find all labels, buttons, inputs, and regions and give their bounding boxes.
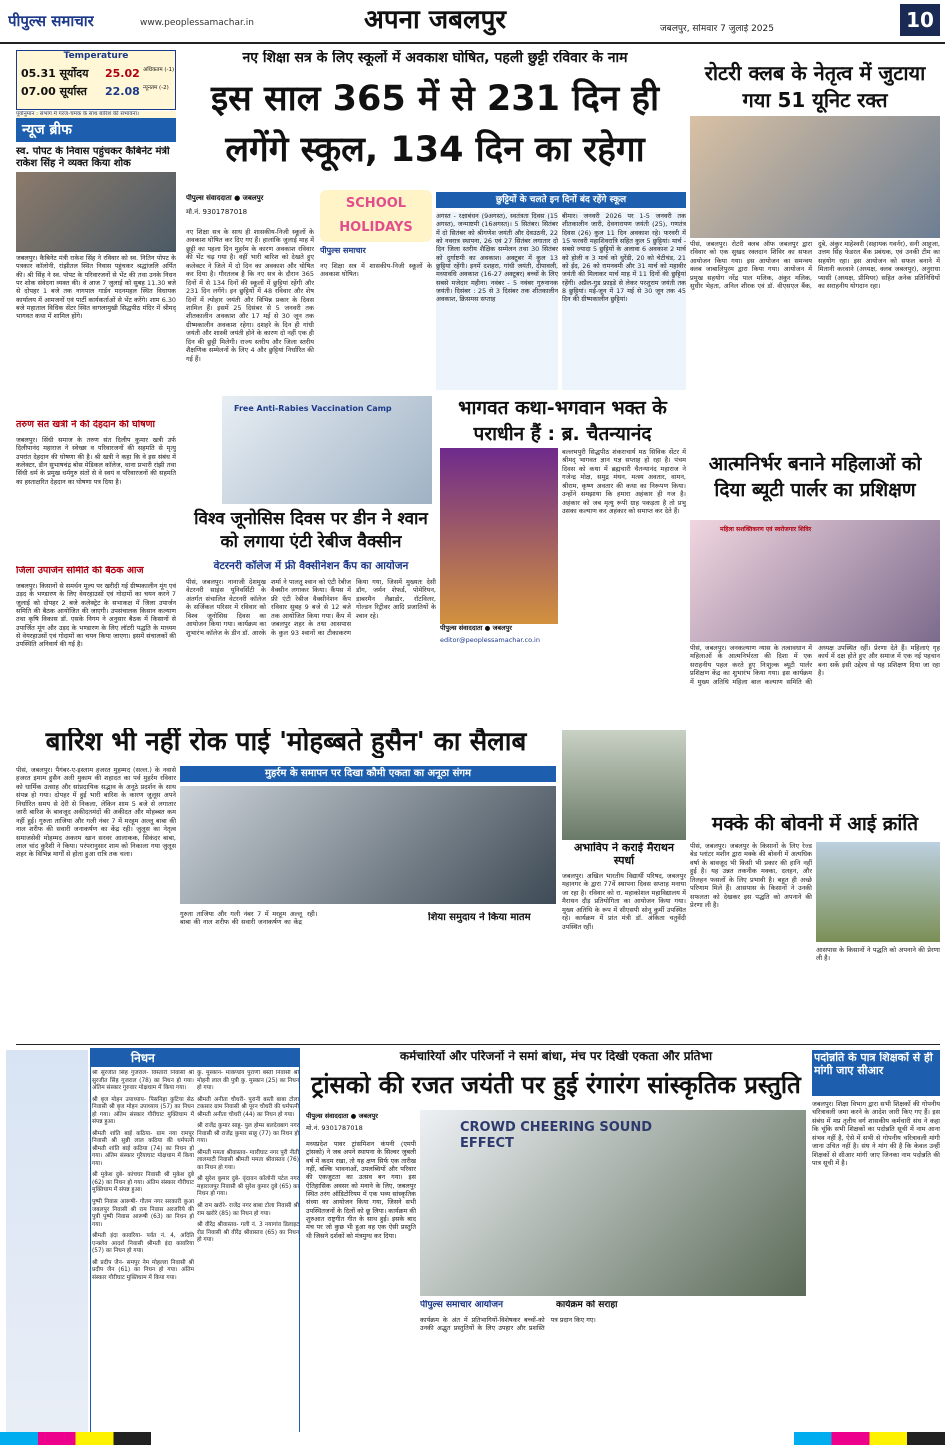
brief-1 [16, 146, 176, 169]
forecast: पूर्वानुमान : संभाग में गरज-चमक के साथ बारिश की संभावना। [16, 111, 176, 119]
nidhan-entry: श्री प्रदीप जैन- समपुर नेम मोहल्ला निवासी श्री प्रदीप जैन (61) का निधन हो गया। अंतिम संस्कार गौरीघाट मुक्तिधाम में किया गया। [92, 1259, 194, 1281]
brief-3-body: जबलपुर। किसानों से समर्थन मूल्य पर खरीदी गई ग्रीष्मकालीन मूंग एवं उड़द के भण्डारण के लिए वेयरहाउसों एवं गोदामों का चयन करने 7 जुलाई को दोपहर 2 बजे कलेक्ट्रेट के सभाकक्ष में जिला उपार्जन समिति की बैठक आयोजित की जाएगी। उपसंचालक किसान कल्याण तथा कृषि विकास डॉ. एसके निगम ने अनुसार बैठक में किसानों से उपार्जित मूंग और उड़द के भण्डारण के लिए लॉटरी पद्धति के माध्यम से वेयरहाउसों एवं गोदामों का चयन किया जाएगा। इसमें संचालकों की उपस्थिति अनिवार्य की गई है। [16, 582, 176, 649]
transco-body-continued: कार्यक्रम के अंत में प्रतिभागियों-विशेषकर बच्चों-को उनकी अद्भुत प्रस्तुतियों के लिए उपहार और प्रशस्ति पत्र प्रदान किए गए। [420, 1316, 596, 1333]
mahila-headline: आत्मनिर्भर बनाने महिलाओं को दिया ब्यूटी पार्लर का प्रशिक्षण [708, 453, 922, 501]
mohabbat-subhead: मुहर्रम के समापन पर दिखा कौमी एकता का अनूठा संगम [180, 766, 556, 782]
holiday-box-col1: अगस्त - रक्षाबंधन (9अगस्त), स्वतंत्रता दिवस (15 अगस्त), जन्माष्टमी (16अगस्त)। 5 सितंबर। सितंबर में दो सितंबर को श्रीगणेश जयंती और देवउठनी, 22 को नवरात्र स्थापना, 26 एवं 27 सितंबर लगातार दो दिन जिला स्तरीय शैक्षिक सम्मेलन तथा 30 सितंबर को दुर्गाष्टमी का अवकाश। अक्टूबर में कुल 13 छुट्टियां रहेंगी। इनमें दशहरा, गांधी जयंती, दीपावली, मध्यावधि अवकाश (16-27 अक्टूबर) बच्चों के लिए सबसे मजेदार महीना। नवंबर - 5 नवंबर गुरुनानक जयंती। दिसंबर : 25 से 3 दिसंबर तक शीतकालीन अवकाश, क्रिसमस सप्ताह [436, 212, 558, 390]
vet-photo-caption: Free Anti-Rabies Vaccination Camp [234, 404, 392, 413]
vet-body: पीसं, जबलपुर। नानाजी देशमुख वेटरनरी साइंस यूनिवर्सिटी के अंतर्गत संचालित वेटरनरी कॉलेज के सर्जिकल परिसर में रविवार को विश्व जूनोसिस दिवस का आयोजन किया गया। कार्यक्रम का शुभारंभ कॉलेज के डीन डॉ. आरके शर्मा ने पालतू श्वान को एंटी रेबीज वैक्सीन लगाकर किया। कैंपस में फ्री एंटी रेबीज वैक्सीनेशन कैंप रविवार सुबह 9 बजे से 12 बजे तक आयोजित किया गया। कैंप में जबलपुर शहर के तथा आसपास के कुल 93 श्वानों का टीकाकरण किया गया, जिसमें मुख्यतः देसी डॉग, जर्मन शेफर्ड, पोमेरियन, डाबरमैन लैब्राडोर, रॉटविलर, गोल्डन रिट्रीवर आदि प्रजातियों के श्वान रहे। [186, 578, 436, 637]
marathon-photo [562, 730, 686, 840]
marathon-body: जबलपुर। अखिल भारतीय विद्यार्थी परिषद, जबलपुर महानगर के द्वारा 77वें स्थापना दिवस सप्ताह मनाया जा रहा है। रविवार को रा. महाकोशल महाविद्यालय में मैराथन दौड़ प्रतियोगिता का आयोजन किया गया। मुख्य अतिथि के रूप में सीएसपी सोनू कुर्मी उपस्थित रहे। कार्यक्रम में प्रांत मंत्री डॉ. अंकिता चतुर्वेदी उपस्थित रहीं। [562, 872, 686, 931]
brief-3-headline: जिला उपार्जन समिति की बैठक आज [16, 566, 144, 576]
lead-kicker: नए शिक्षा सत्र के लिए स्कूलों में अवकाश घोषित, पहली छुट्टी रविवार के नाम [242, 50, 628, 66]
nidhan-entry: श्रीमती ममता श्रीवास्तव- ग्वारीघाट नगर पुरी नीती लालमाटी निवासी श्रीमती ममता श्रीवास्तव (76) का निधन हो गया। [197, 1149, 299, 1171]
padonnati-headline: पदोन्नति के पात्र शिक्षकों से ही मांगी जाए सीआर [814, 1052, 933, 1077]
nidhan-entry: श्रीमती इंदा कावरिया- पर्वत नं. 4, अदिति एन्क्लेव आदर्श निवासी श्रीमती इंदा कावरिया (57) का निधन हो गया। [92, 1233, 194, 1255]
mahila-body: पीसं, जबलपुर। जनकल्याण न्यास के तत्वावधान में महिलाओं के आत्मनिर्भरता की दिशा में एक सराहनीय पहल करते हुए निःशुल्क ब्यूटी पार्लर प्रशिक्षण केंद्र का शुभारंभ किया गया। इस कार्यक्रम में मुख्य अतिथि महिला बाल कल्याण समिति की अध्यक्ष उपस्थित रहीं। प्रेरणा देते हैं। महिलाएं गृह कार्य में दक्ष होते हुए और समाज में एक नई पहचान बना सकें इसी उद्देश्य से यह प्रशिक्षण दिया जा रहा है। [690, 644, 940, 686]
color-registration-bar [0, 1432, 945, 1445]
transco-mobile: मो.नं. 9301787018 [306, 1124, 363, 1132]
transco-headline: ट्रांसको की रजत जयंती पर हुई रंगारंग सांस्कृतिक प्रस्तुति [311, 1072, 801, 1099]
sunrise: 05.31 सूर्योदय [21, 67, 89, 80]
makka-headline: मक्के की बोवनी में आई क्रांति [711, 814, 919, 835]
brief-2-body: जबलपुर। सिंधी समाज के तरुण संत दिलीप कुमार खत्री उर्फ दिलीपानंद महाराज ने स्वेच्छा व परिवारजनों की सहमति से मृत्यु उपरांत देहदान की घोषणा की है। श्री खत्री ने कहा कि वे इस संबंध में कलेक्टर, डीन सुभाषचंद्र बोस मेडिकल कॉलेज, थाना प्रभारी रांझी तथा सिंधी धर्म के प्रमुख धर्मगुरु संतों से वे स्वयं व परिवारजनों की सहमति का हस्ताक्षरित देहदान का घोषणा पत्र दिया है। [16, 436, 176, 486]
padonnati-body: जबलपुर। शिक्षा विभाग द्वारा सभी शिक्षकों की गोपनीय चरित्रावली जमा करने के आदेश जारी किए गए हैं। इस संबंध में मप्र तृतीय वर्ग शासकीय कर्मचारी संघ ने कहा कि चूंकि सभी शिक्षकों का पदोन्नति सूची में नाम आना संभव नहीं है, ऐसे में सभी से गोपनीय चरित्रावली मांगी जाना उचित नहीं है। संघ ने मांग की है कि केवल उन्हीं शिक्षकों से सीआर मांगी जाए जिनका नाम पदोन्नति की पात्र सूची में है। [812, 1100, 940, 1168]
shiya-headline: शिया समुदाय ने किया मातम [428, 912, 531, 923]
section-divider [16, 1044, 940, 1045]
rotary-headline: रोटरी क्लब के नेतृत्व में जुटाया गया 51 यूनिट रक्त [704, 61, 926, 112]
newspaper-logo: पीपुल्स समाचार [8, 12, 94, 30]
lead-headline: इस साल 365 में से 231 दिन ही लगेंगे स्कूल, 134 दिन का रहेगा [210, 79, 660, 170]
nidhan-entry: श्री सुरजीत सिंह गुजराल- विस्तारी निवासी श्री सुरजीत सिंह गुजराल (78) का निधन हो गया। अंतिम संस्कार गुरुवार मोक्षधाम में किया गया। [92, 1070, 194, 1092]
transco-peoples-label: पीपुल्स समाचार आयोजन [420, 1300, 504, 1310]
news-brief-banner: न्यूज ब्रीफ [16, 118, 176, 142]
nidhan-entry: श्री राम खरोरे- राजेंद्र नगर बाबा टोला निवासी श्री राम खरोरे (85) का निधन हो गया। [197, 1202, 299, 1217]
page-number: 10 [900, 4, 940, 36]
transco-body: मध्यप्रदेश पावर ट्रांसमिशन कंपनी (एमपी ट्रांसको) ने जब अपने स्थापना के सिल्वर जुबली वर्ष में कदम रखा, तो यह क्षण सिर्फ एक तारीख नहीं, बल्कि भावनाओं, उपलब्धियों और परिवार की एकजुटता का उत्सव बन गया। इस ऐतिहासिक अवसर को मनाने के लिए, जबलपुर स्थित तरंग ऑडिटोरियम में एक भव्य सांस्कृतिक संध्या का आयोजन किया गया, जिसने सभी उपस्थितजनों के दिलों को छू लिया। कार्यक्रम की शुरुआत राष्ट्रगीत गीत के साथ हुई। इसके बाद मंच पर जो कुछ भी हुआ वह एक ऐसी प्रस्तुति थी जिसने दर्शकों को मंत्रमुग्ध कर दिया। [306, 1140, 416, 1240]
transco-photo [420, 1110, 806, 1296]
nidhan-entry: पुष्पी निवास आरूषी- गौतम नगर सरकारी कुआ जबलपुर निवासी श्री राम निवास अरजरिये की पुत्री पुष्पी निवास आरूषी (63) का निधन हो गया। [92, 1198, 194, 1228]
temperature-box [16, 50, 176, 110]
bhagwat-headline: भागवत कथा-भगवान भक्त के पराधीन हैं : ब्र. चैतन्यानंद [458, 397, 667, 445]
mahila-photo [690, 520, 940, 642]
nidhan-title: निधन [91, 1049, 299, 1067]
sidebar-ad [6, 1050, 88, 1435]
bhagwat-photo [440, 448, 558, 624]
mohabbat-photo-1 [180, 786, 556, 904]
min-label: न्यूनतम (-2) [143, 85, 169, 91]
bhagwat-body: बल्लभपुरी सिद्धपीठ शंकराचार्य मठ सिविक सेंटर में श्रीमद् भागवत ज्ञान यज्ञ सप्ताह हो रहा है। पंचम दिवस को कथा में ब्रह्मचारी चैतन्यानंद महाराज ने गजेन्द्र मोक्ष, समुद्र मंथन, मत्स्य अवतार, वामन, श्रीराम, कृष्ण अवतार की कथा का निरूपण किया। उन्होंने समझाया कि हमारा अहंकार ही गज है। अहंकार को जब मृत्यु रूपी ग्राह पकड़ता है तो प्रभु उसका कल्याण कर अहंकार को समाप्त कर देते हैं। [562, 448, 686, 516]
lead-peoples-logo: पीपुल्स समाचार [320, 246, 366, 255]
max-temp: 25.02 [105, 67, 140, 80]
temperature-title: Temperature [63, 51, 129, 61]
lead-body-continued: नए शिक्षा सत्र में शासकीय-निजी स्कूलों के अवकाश घोषित। [320, 262, 432, 279]
mohabbat-body-continued: गुरुता ताजिया और गली नंबर 7 में मरहूम अल्लू बाबा की नाल शरीफ की सवारी जनाकर्षण का केंद्र रही। [180, 910, 318, 927]
nidhan-entry: श्री राजेंद्र कुमार साहू- पुल होम्स बलदेवबाग नगर निवासी श्री राजेंद्र कुमार साहू (77) का निधन हो गया। [197, 1123, 299, 1145]
transco-program-label: कार्यक्रम को सराहा [556, 1300, 618, 1310]
lead-body: नए शिक्षा सत्र के साथ ही शासकीय-निजी स्कूलों के अवकाश घोषित कर दिए गए हैं। हालांकि जुलाई माह में छुट्टी का पहला दिन मुहर्रम के कारण अवकाश रविवार की भेंट चढ़ गया है। वहीं भारी बारिश को देखते हुए कलेक्टर ने जिले में दो दिन का अवकाश और घोषित कर दिया है। गौरतलब है कि नए सत्र के दौरान 365 दिनों में से 134 दिनों की स्कूलों में छुट्टियां रहेंगी और 231 दिन लगेंगे। इन छुट्टियों में 48 रविवार और शेष दिनों में त्योहार जयंती और विभिन्न प्रकार के दिवस शामिल हैं। इसमें 25 दिसंबर से 5 जनवरी तक शीतकालीन अवकाश और 17 मई से 30 जून तक ग्रीष्मकालीन अवकाश रहेगा। दशहरे के दिन ही गांधी जयंती और शास्त्री जयंती होने के कारण दो नहीं एक ही दिन की छुट्टी मिलेगी। राज्य स्तरीय और जिला स्तरीय शैक्षणिक सम्मेलनों के लिए 4 और छुट्टियां निर्धारित की गई हैं। [186, 228, 314, 363]
dateline: जबलपुर, सोमवार 7 जुलाई 2025 [660, 24, 774, 34]
school-holidays-graphic: SCHOOL HOLIDAYS [320, 190, 432, 242]
brief-2-headline: तरुण संत खत्री ने की देहदान की घोषणा [16, 420, 155, 430]
nidhan-entry: श्रीमती शांति बाई कठिया- ग्राम नया रामपुर निवासी श्री सुन्नी लाल कठिया की धर्मपत्नी श्रीमती शांति बाई कठिया (74) का निधन हो गया। अंतिम संस्कार गुरैयाघाट मोक्षधाम में किया गया। [92, 1130, 194, 1167]
rotary-photo [690, 116, 940, 238]
makka-body-continued: आसपास के किसानों ने पद्धति को अपनाने की प्रेरणा ली है। [816, 946, 940, 963]
section-title: अपना जबलपुर [363, 5, 507, 35]
transco-kicker: कर्मचारियों और परिजनों ने समां बांधा, मंच पर दिखी एकता और प्रतिभा [399, 1050, 713, 1063]
holiday-box-col2: बीमार। जनवरी 2026 पर 1-5 जनवरी तक शीतकालीन जारी, देवनारायण जयंती (25), गणतंत्र दिवस (26) कुल 11 दिन अवकाश रहे। फरवरी में 15 फरवरी महाशिवरात्रि सहित कुल 5 छुट्टियां। मार्च - सबसे ज्यादा 5 छुट्टियों के अलावा 6 अवकाश 2 मार्च को होली व 3 मार्च को धुरेंडी, 20 को चेटीचंड, 21 को ईद, 26 को रामनवमी और 31 मार्च को महावीर जयंती की मिलाकर मार्च माह में 11 दिनों की छुट्टियां रहेंगी। अप्रैल-गुड फ्राइडे से लेकर परशुराम जयंती तक 8 छुट्टियां। मई-जून में 17 मई से 30 जून तक 45 दिन की ग्रीष्मकालीन छुट्टियां। [562, 212, 686, 390]
makka-body: पीसं, जबलपुर। जबलपुर के किसानों के लिए रेज्ड बेड प्लांटर मशीन द्वारा मक्के की बोवनी में अत्यधिक वर्षा के बावजूद भी किसी भी प्रकार की हानि नहीं हुई है। यह उन्नत तकनीक मक्का, दलहन, और तिलहन फसलों के लिए प्रभावी है। बहुत ही अच्छे परिणाम मिले हैं। आसपास के किसानों ने उनकी सफलता को देखकर इस पद्धति को अपनाने की प्रेरणा ली है। [690, 842, 812, 910]
nidhan-entry: कु. मुस्कान- मार्कण्डेय पुराणी बस्ती निवासी श्री मोहनी लाल की पुत्री कु. मुस्कान (25) का निधन हो गया। [197, 1070, 299, 1092]
transco-photo-text: CROWD CHEERING SOUND EFFECT [460, 1120, 653, 1151]
mahila-photo-caption: महिला सशक्तिकरण एवं स्वरोजगार शिविर [720, 526, 812, 533]
lead-byline: पीपुल्स संवाददाता ● जबलपुर [186, 194, 264, 202]
nidhan-entry: श्री वीरेंद्र श्रीवास्तव- गली नं. 3 नयागांव डिलाइट रोड निवासी श्री वीरेंद्र श्रीवास्तव (65) का निधन हो गया। [197, 1222, 299, 1244]
mohabbat-headline: बारिश भी नहीं रोक पाई 'मोहब्बते हुसैन' का सैलाब [45, 728, 527, 757]
sunset: 07.00 सूर्यास्त [21, 85, 87, 98]
nidhan-entry: श्री सुरेश कुमार दुबे- वृंदावन कॉलोनी पटेल नगर महाराजपुर निवासी श्री सुरेश कुमार दुबे (65) का निधन हो गया। [197, 1176, 299, 1198]
transco-byline: पीपुल्स संवाददाता ● जबलपुर [306, 1112, 378, 1120]
mohabbat-body: पीसं, जबलपुर। पैगंबर-ए-इस्लाम हजरत मुहम्मद (सल्ल.) के नवासे हजरत इमाम हुसैन अली मुकाम की शहादत का पर्व मुहर्रम रविवार को धार्मिक उत्साह और सांप्रदायिक सद्भाव के अनूठे प्रदर्शन के साथ संपन्न हो गया। दोपहर में हुई भारी बारिश के कारण जुलूस अपने निर्धारित समय से देरी से निकला, लेकिन शाम 5 बजे से लगातार जारी बारिश के बावजूद अकीदतमंदों की अकीदत और मोहब्बत कम नहीं हुई। गुरुता ताजिया और गली नंबर 7 में मरहूम अल्लू बाबा की नाल शरीफ की सवारी जनाकर्षण का केंद्र रही। जुलूस का नेतृत्व समाजसेवी मोहम्मद अकरम खान सरवर आलाकक, सिकंदर बाबा, लाल चांद कुरैशी ने किया। परंपरानुसार शाम को निकाला गया जुलूस शहर के विभिन्न मार्गों से होता हुआ रात्रि तक चला। [16, 766, 176, 859]
brief-1-headline: स्व. पोपट के निवास पहुंचकर कैबिनेट मंत्री राकेश सिंह ने व्यक्त किया शोक [16, 146, 170, 169]
bhagwat-byline: पीपुल्स संवाददाता ● जबलपुर [440, 624, 512, 632]
website-url[interactable]: www.peoplessamachar.in [140, 18, 254, 28]
holiday-box-title: छुट्टियों के चलते इन दिनों बंद रहेंगे स्कूल [436, 192, 686, 208]
makka-photo [816, 842, 940, 942]
brief-1-photo [16, 172, 176, 252]
rotary-body: पीसं, जबलपुर। रोटरी क्लब ऑफ जबलपुर द्वारा रविवार को एक सुखद रक्तदान शिविर का सफल आयोजन किया गया। इस आयोजन का समन्वय क्लब जाबालिपुरम द्वारा किया गया। आयोजन में प्रमुख सहयोग नरेंद्र पाल मलिक, अंकुर मलिक, सुधीर भेहता, अनिल शीरक एवं डॉ. वीएसएल बैंक, दुबे, अंकुर माहेश्वरी (सहायक गवर्नर), सनी आहूजा, उत्तम सिंह फेडरल बैंक प्रबंधक, एवं उनकी टीम का सहयोग रहा। इस आयोजन को सफल बनाने में मितानी करवाने (अध्यक्ष, क्लब जबलपुर), अनुराधा प्यासी (अध्यक्ष, प्रीमियर) सहित अनेक प्रतिनिधियों का सराहनीय योगदान रहा। [690, 240, 940, 291]
min-temp: 22.08 [105, 85, 140, 98]
vet-headline: विश्व जूनोसिस दिवस पर डीन ने श्वान को लगाया एंटी रेबीज वैक्सीन [194, 509, 428, 552]
masthead [0, 0, 945, 44]
nidhan-entry: श्री मुकेश दुबे- कांचघर निवासी श्री मुकेश दुबे (62) का निधन हो गया। अंतिम संस्कार गौरीघाट मुक्तिधाम में संपन्न हुआ। [92, 1172, 194, 1194]
nidhan-col1 [92, 1070, 194, 1434]
mohabbat-photo-divider [180, 907, 556, 909]
lead-mobile: मो.नं. 9301787018 [186, 208, 248, 216]
nidhan-entry: श्री बृज मोहन उपाध्याय- पिसनिहा कुटिया सेठ निवासी श्री बृज मोहन उपाध्याय (57) का निधन हो गया। अंतिम संस्कार गौरीघाट मुक्तिधाम में संपन्न हुआ। [92, 1096, 194, 1126]
nidhan-entry: श्रीमती अनीता चौधरी- पुरानी बस्ती बाबा टोला टकसार ग्राम निवासी श्री पूरन चौधरी की धर्मपत्नी श्रीमती अनीता चौधरी (44) का निधन हो गया। [197, 1096, 299, 1118]
vet-subhead: वेटरनरी कॉलेज में फ्री वैक्सीनेशन कैंप का आयोजन [213, 560, 409, 572]
nidhan-col2 [197, 1070, 299, 1434]
marathon-headline: अभाविप ने कराई मैराथन स्पर्धा [573, 842, 675, 867]
bhagwat-email[interactable]: editor@peoplessamachar.co.in [440, 636, 540, 644]
brief-1-body: जबलपुर। कैबिनेट मंत्री राकेश सिंह ने रविवार को स्व. नितिन पोपट के पत्रकार कॉलोनी, रांझीतल स्थित निवास पहुंचकर श्रद्धांजलि अर्पित की। श्री सिंह ने स्व. पोपट के परिवारजनों से भेंट की तथा उनके निधन पर शोक संवेदना व्यक्त की। वे आज 7 जुलाई को सुबह 11.30 बजे से दोपहर 1 बजे तक नागपाल गार्डन मदनमहल स्थित विधायक कार्यालय में आमजनों एवं पार्टी कार्यकर्ताओं से भेंट करेंगे। शाम 6.30 बजे महाताल विधिक सेंटर स्थित वागलामुखी सिद्धपीठ मंदिर में श्रीमद् भागवत कथा में शामिल होंगे। [16, 254, 176, 321]
max-label: अधिकतम (-1) [143, 67, 175, 73]
vet-photo [222, 396, 432, 504]
